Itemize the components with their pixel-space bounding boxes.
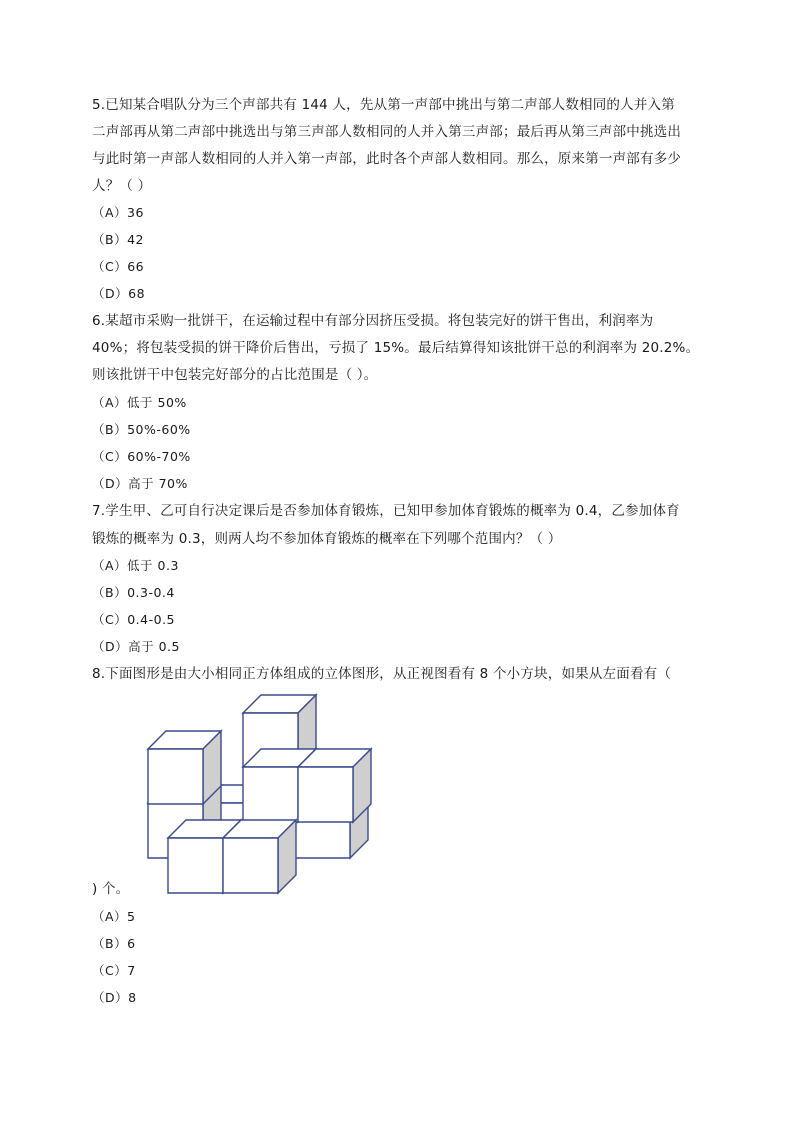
q8-option-c[interactable]: （C）7 [92,963,136,978]
q5-option-d[interactable]: （D）68 [92,286,146,301]
q5-option-c[interactable]: （C）66 [92,259,145,274]
q8-option-a[interactable]: （A）5 [92,909,136,924]
q5-line-2: 二声部再从第二声部中挑选出与第三声部人数相同的人并入第三声部；最后再从第三声部中挑选出 [92,124,682,140]
cube-4-front [148,749,203,804]
q7-line-1: 7.学生甲、乙可自行决定课后是否参加体育锻炼，已知甲参加体育锻炼的概率为 0.4，乙参加体育 [92,503,680,519]
cube-6-front [243,767,298,822]
q5-option-b[interactable]: （B）42 [92,232,144,247]
q8-line-1: 8.下面图形是由大小相同正方体组成的立体图形，从正视图看有 8 个小方块，如果从左面看有（ [92,666,672,682]
q8-option-d[interactable]: （D）8 [92,990,137,1005]
q5-line-1: 5.已知某合唱队分为三个声部共有 144 人，先从第一声部中挑出与第二声部人数相同的人并入第 [92,97,675,113]
q6-option-b[interactable]: （B）50%-60% [92,422,191,437]
q6-line-3: 则该批饼干中包装完好部分的占比范围是（ ）。 [92,367,378,383]
q6-option-d[interactable]: （D）高于 70% [92,476,188,491]
q7-option-b[interactable]: （B）0.3-0.4 [92,585,175,600]
q6-option-a[interactable]: （A）低于 50% [92,395,187,410]
q6-line-2: 40%；将包装受损的饼干降价后售出，亏损了 15%。最后结算得知该批饼干总的利润率为 20.2%。 [92,340,700,356]
cube-8-front [168,838,223,893]
cube-figure [140,693,400,896]
q8-option-b[interactable]: （B）6 [92,936,136,951]
q7-option-c[interactable]: （C）0.4-0.5 [92,612,175,627]
q5-line-4: 人？（ ） [92,178,152,194]
q7-line-2: 锻炼的概率为 0.3，则两人均不参加体育锻炼的概率在下列哪个范围内？（ ） [92,531,562,547]
q7-option-a[interactable]: （A）低于 0.3 [92,558,179,573]
q5-option-a[interactable]: （A）36 [92,205,144,220]
q6-line-1: 6.某超市采购一批饼干，在运输过程中有部分因挤压受损。将包装完好的饼干售出，利润率为 [92,313,654,329]
cube-9-front [223,838,278,893]
q5-line-3: 与此时第一声部人数相同的人并入第一声部，此时各个声部人数相同。那么，原来第一声部有多少 [92,151,682,167]
q6-option-c[interactable]: （C）60%-70% [92,449,191,464]
cube-7-front [298,767,353,822]
q8-line-2: ) 个。 [92,881,130,897]
q7-option-d[interactable]: （D）高于 0.5 [92,639,180,654]
cube-stack-diagram [140,693,400,896]
